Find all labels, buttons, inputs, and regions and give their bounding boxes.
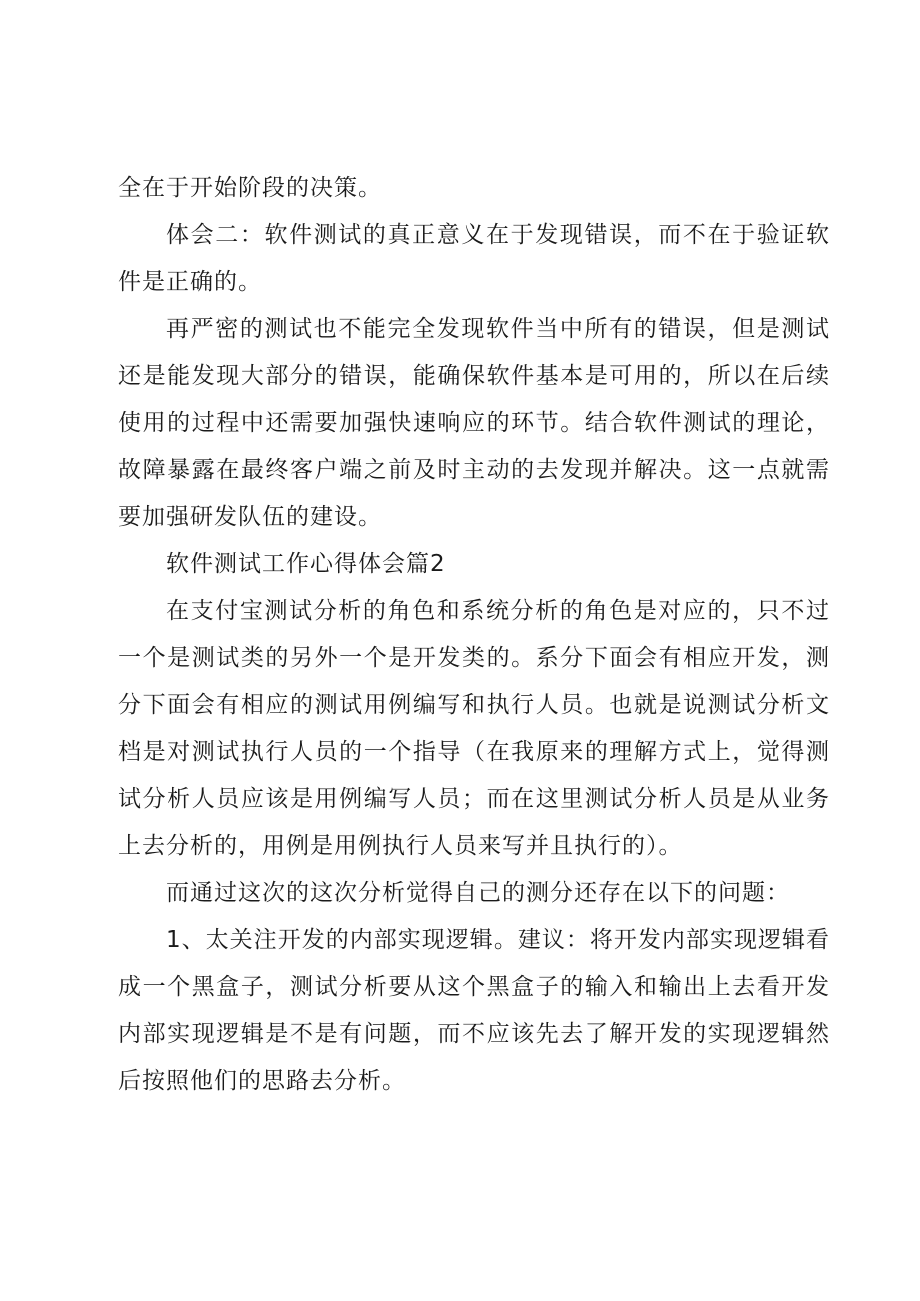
paragraph-testing-limits: 再严密的测试也不能完全发现软件当中所有的错误，但是测试还是能发现大部分的错误，能确保软件基本是可用的，所以在后续使用的过程中还需要加强快速响应的环节。结合软件测试的理论，故障暴露在最终客户端之前及时主动的去发现并解决。这一点就需要加强研发队伍的建设。 <box>118 316 830 530</box>
paragraph-continuation: 全在于开始阶段的决策。 <box>118 175 382 201</box>
paragraph-problems-intro: 而通过这次的这次分析觉得自己的测分还存在以下的问题： <box>166 880 790 906</box>
document-body <box>118 165 830 1105</box>
section-heading: 软件测试工作心得体会篇2 <box>166 551 446 577</box>
paragraph-insight-two: 体会二：软件测试的真正意义在于发现错误，而不在于验证软件是正确的。 <box>118 222 830 295</box>
paragraph-alipay-roles: 在支付宝测试分析的角色和系统分析的角色是对应的，只不过一个是测试类的另外一个是开发类的。系分下面会有相应开发，测分下面会有相应的测试用例编写和执行人员。也就是说测试分析文档是对测试执行人员的一个指导（在我原来的理解方式上，觉得测试分析人员应该是用例编写人员；而在这里测试分析人员是从业务上去分析的，用例是用例执行人员来写并且执行的）。 <box>118 598 830 859</box>
paragraph-problem-one: 1、太关注开发的内部实现逻辑。建议：将开发内部实现逻辑看成一个黑盒子，测试分析要从这个黑盒子的输入和输出上去看开发内部实现逻辑是不是有问题，而不应该先去了解开发的实现逻辑然后按照他们的思路去分析。 <box>118 927 830 1094</box>
